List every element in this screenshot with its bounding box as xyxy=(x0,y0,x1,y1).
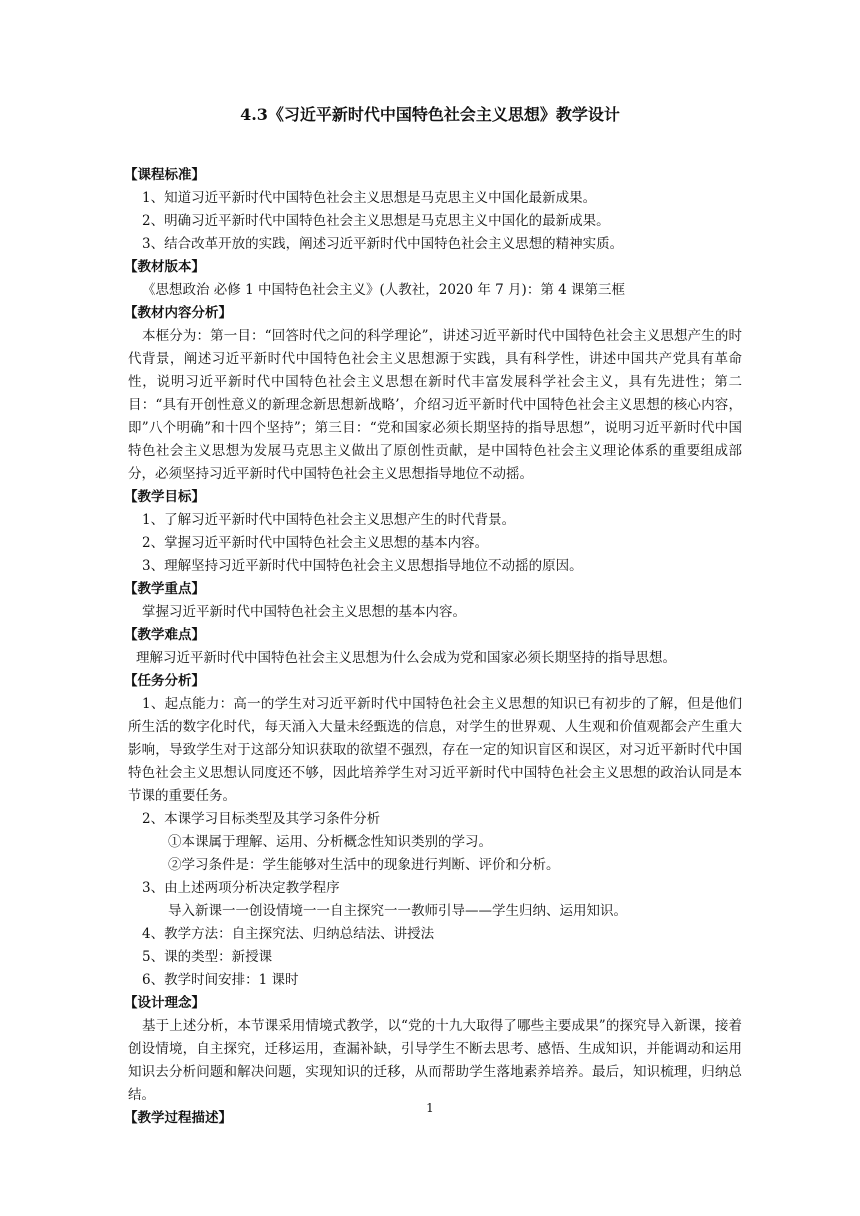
heading-content-analysis: 【教材内容分析】 xyxy=(124,305,232,321)
heading-textbook-version: 【教材版本】 xyxy=(124,259,205,275)
task-item-3a: 导入新课一一创设情境一一自主探究一一教师引导——学生归纳、运用知识。 xyxy=(168,903,627,919)
design-concept-text: 基于上述分析，本节课采用情境式教学，以“党的十九大取得了哪些主要成果”的探究导入新课，接着创设情境，自主探究，迁移运用，查漏补缺，引导学生不断去思考、感悟、生成知识，并能调动和运用知识去分析问题和解决问题，实现知识的迁移，从而帮助学生落地素养培养。最后，知识梳理，归纳总结。 xyxy=(128,1018,742,1103)
page-number: 1 xyxy=(426,1101,434,1115)
heading-key-point: 【教学重点】 xyxy=(124,581,205,597)
task-item-4: 4、教学方法：自主探究法、归纳总结法、讲授法 xyxy=(142,926,435,942)
task-item-1: 1、起点能力：高一的学生对习近平新时代中国特色社会主义思想的知识已有初步的了解，但是他们所生活的数字化时代，每天涌入大量未经甄选的信息，对学生的世界观、人生观和价值观都会产生重大影响，导致学生对于这部分知识获取的欲望不强烈，存在一定的知识盲区和误区，对习近平新时代中国特色社会主义思想认同度还不够，因此培养学生对习近平新时代中国特色社会主义思想的政治认同是本节课的重要任务。 xyxy=(128,696,742,804)
standard-item-2: 2、明确习近平新时代中国特色社会主义思想是马克思主义中国化的最新成果。 xyxy=(142,213,610,229)
standard-item-3: 3、结合改革开放的实践，阐述习近平新时代中国特色社会主义思想的精神实质。 xyxy=(142,236,624,252)
heading-teaching-process: 【教学过程描述】 xyxy=(124,1110,232,1126)
task-item-3: 3、由上述两项分析决定教学程序 xyxy=(142,880,340,896)
goal-item-1: 1、了解习近平新时代中国特色社会主义思想产生的时代背景。 xyxy=(142,512,516,528)
task-item-2b: ②学习条件是：学生能够对生活中的现象进行判断、评价和分析。 xyxy=(168,857,560,873)
heading-difficulty: 【教学难点】 xyxy=(124,627,205,643)
task-item-6: 6、教学时间安排：1 课时 xyxy=(142,972,299,988)
difficulty-text: 理解习近平新时代中国特色社会主义思想为什么会成为党和国家必须长期坚持的指导思想。 xyxy=(136,650,676,666)
goal-item-3: 3、理解坚持习近平新时代中国特色社会主义思想指导地位不动摇的原因。 xyxy=(142,558,583,574)
textbook-version-text: 《思想政治 必修 1 中国特色社会主义》(人教社，2020 年 7 月)：第 4 课第三框 xyxy=(142,282,625,298)
document-body xyxy=(124,164,742,1130)
standard-item-1: 1、知道习近平新时代中国特色社会主义思想是马克思主义中国化最新成果。 xyxy=(142,190,597,206)
task-item-2: 2、本课学习目标类型及其学习条件分析 xyxy=(142,811,381,827)
goal-item-2: 2、掌握习近平新时代中国特色社会主义思想的基本内容。 xyxy=(142,535,489,551)
content-analysis-text: 本框分为：第一目：“回答时代之问的科学理论”，讲述习近平新时代中国特色社会主义思想产生的时代背景，阐述习近平新时代中国特色社会主义思想源于实践，具有科学性，讲述中国共产党具有革命性，说明习近平新时代中国特色社会主义思想在新时代丰富发展科学社会主义，具有先进性；第二目：“具有开创性意义的新理念新思想新战略’，介绍习近平新时代中国特色社会主义思想的核心内容，即”八个明确”和十四个坚持”；第三目：“党和国家必须长期坚持的指导思想”，说明习近平新时代中国特色社会主义思想为发展马克思主义做出了原创性贡献，是中国特色社会主义理论体系的重要组成部分，必须坚持习近平新时代中国特色社会主义思想指导地位不动摇。 xyxy=(128,328,742,482)
task-item-2a: ①本课属于理解、运用、分析概念性知识类别的学习。 xyxy=(168,834,492,850)
task-item-5: 5、课的类型：新授课 xyxy=(142,949,273,965)
heading-task-analysis: 【任务分析】 xyxy=(124,673,205,689)
heading-design-concept: 【设计理念】 xyxy=(124,995,205,1011)
document-title: 4.3《习近平新时代中国特色社会主义思想》教学设计 xyxy=(240,105,620,124)
heading-course-standard: 【课程标准】 xyxy=(124,167,205,183)
heading-teaching-goals: 【教学目标】 xyxy=(124,489,205,505)
key-point-text: 掌握习近平新时代中国特色社会主义思想的基本内容。 xyxy=(142,604,466,620)
